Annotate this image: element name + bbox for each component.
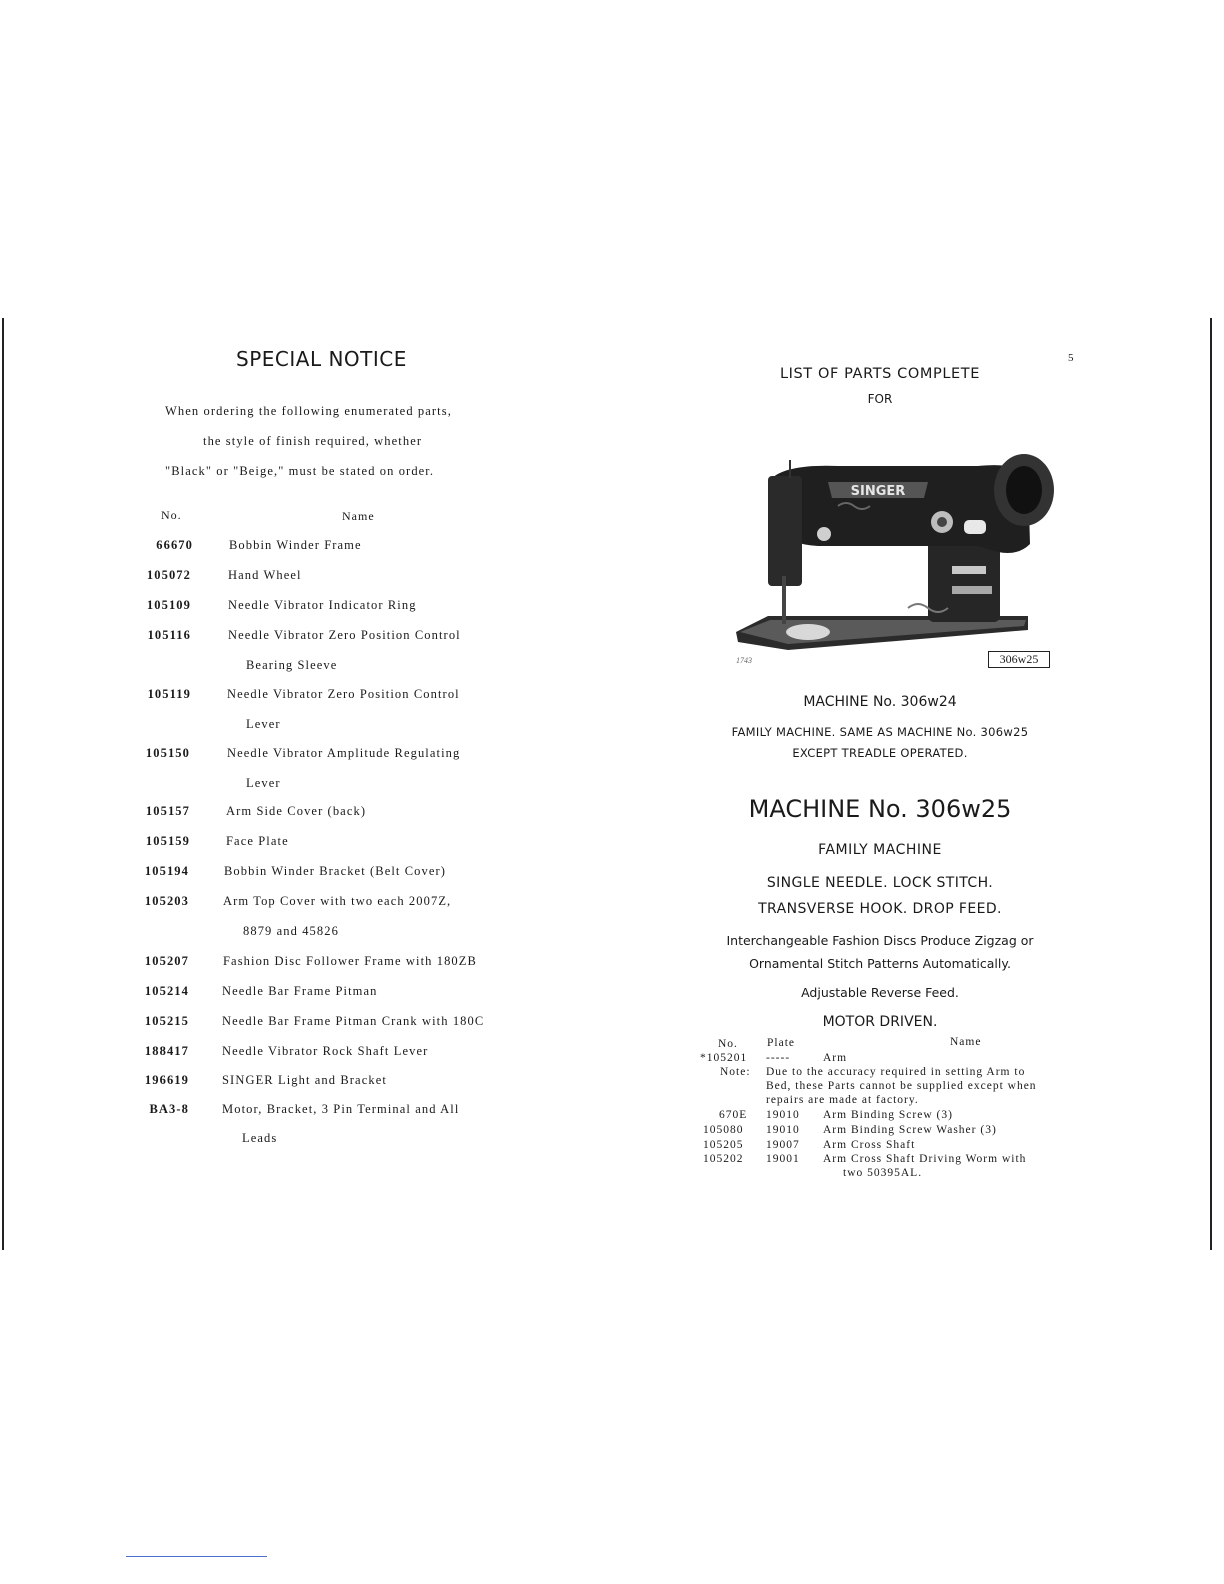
brand-decal: SINGER (850, 484, 906, 499)
machine-306w25-line-6: MOTOR DRIVEN. (822, 1014, 938, 1030)
notice-line-2: the style of finish required, whether (203, 434, 423, 448)
part-number: 105203 (144, 894, 189, 908)
part-name-continued: Leads (242, 1131, 278, 1145)
part-number: 105159 (145, 834, 190, 848)
part-name: Hand Wheel (228, 568, 302, 582)
table-note-line-1: Due to the accuracy required in setting Arm to (766, 1066, 1026, 1078)
notice-line-3: "Black" or "Beige," must be stated on order. (165, 464, 435, 478)
part-name: Needle Vibrator Rock Shaft Lever (222, 1044, 429, 1058)
figure-number: 1743 (736, 656, 752, 665)
notice-line-1: When ordering the following enumerated parts, (165, 404, 452, 418)
part-number: 105194 (144, 864, 189, 878)
table-note-label: Note: (720, 1066, 751, 1078)
machine-306w24-line-1: FAMILY MACHINE. SAME AS MACHINE No. 306w25 (731, 725, 1029, 739)
part-number: 105116 (147, 628, 191, 642)
table-cell-plate: 19010 (766, 1124, 800, 1136)
table-cell-plate: 19010 (766, 1109, 800, 1121)
part-name: Needle Vibrator Amplitude Regulating (227, 746, 461, 760)
page-edge-left (2, 318, 4, 1250)
list-heading: LIST OF PARTS COMPLETE (779, 366, 981, 382)
part-name: Fashion Disc Follower Frame with 180ZB (223, 954, 477, 968)
part-number: 105109 (146, 598, 191, 612)
table-cell-name: Arm Binding Screw Washer (3) (823, 1124, 997, 1136)
part-name: Needle Vibrator Zero Position Control (228, 628, 461, 642)
part-name-continued: 8879 and 45826 (243, 924, 339, 938)
machine-306w25-line-3: Interchangeable Fashion Discs Produce Zigzag or (726, 933, 1034, 948)
part-number: 105072 (146, 568, 191, 582)
list-heading-for: FOR (867, 392, 893, 406)
part-name-continued: Bearing Sleeve (246, 658, 338, 672)
page-number: 5 (1068, 352, 1074, 364)
machine-306w24-line-2: EXCEPT TREADLE OPERATED. (792, 746, 968, 760)
part-name: Needle Vibrator Zero Position Control (227, 687, 460, 701)
table-cell-plate: ----- (766, 1052, 791, 1064)
machine-306w25-line-2: TRANSVERSE HOOK. DROP FEED. (758, 901, 1002, 917)
part-number: 105157 (145, 804, 190, 818)
part-name: Bobbin Winder Bracket (Belt Cover) (224, 864, 447, 878)
part-name: Needle Bar Frame Pitman (222, 984, 378, 998)
table-cell-name: Arm Binding Screw (3) (823, 1109, 953, 1121)
table-cell-no: 105080 (703, 1124, 744, 1136)
table-cell-no: 105202 (703, 1153, 744, 1165)
table-cell-no: 670E (719, 1109, 748, 1121)
part-name: Bobbin Winder Frame (229, 538, 362, 552)
table-cell-name-continued: two 50395AL. (843, 1167, 923, 1179)
part-name: Face Plate (226, 834, 289, 848)
part-name-continued: Lever (246, 717, 281, 731)
table-header-plate: Plate (767, 1037, 795, 1049)
part-name: Arm Side Cover (back) (226, 804, 367, 818)
part-number: BA3-8 (149, 1102, 189, 1116)
column-header-name: Name (342, 509, 375, 523)
part-number: 66670 (156, 538, 193, 552)
sewing-machine-drawing (728, 436, 1058, 672)
machine-306w25-line-5: Adjustable Reverse Feed. (801, 985, 959, 1000)
machine-306w25-line-1: SINGLE NEEDLE. LOCK STITCH. (766, 875, 994, 891)
part-number: 105150 (145, 746, 190, 760)
part-number: 105207 (144, 954, 189, 968)
part-number: 196619 (144, 1073, 189, 1087)
table-note-line-2: Bed, these Parts cannot be supplied except when (766, 1080, 1037, 1092)
part-name: Needle Vibrator Indicator Ring (228, 598, 417, 612)
table-header-no: No. (718, 1038, 738, 1050)
table-cell-name: Arm Cross Shaft (823, 1139, 916, 1151)
bottom-link-rule (126, 1556, 267, 1557)
sewing-machine-illustration (728, 436, 1058, 672)
part-number: 105215 (144, 1014, 189, 1028)
part-name: Arm Top Cover with two each 2007Z, (223, 894, 452, 908)
machine-306w24-title: MACHINE No. 306w24 (803, 694, 957, 710)
machine-306w25-line-4: Ornamental Stitch Patterns Automatically. (749, 956, 1011, 971)
model-label: 306w25 (988, 651, 1050, 668)
table-note-line-3: repairs are made at factory. (766, 1094, 919, 1106)
column-header-no: No. (161, 508, 182, 522)
table-header-name: Name (950, 1036, 982, 1048)
part-name-continued: Lever (246, 776, 281, 790)
part-name: Motor, Bracket, 3 Pin Terminal and All (222, 1102, 460, 1116)
part-number: 188417 (144, 1044, 189, 1058)
table-cell-name: Arm Cross Shaft Driving Worm with (823, 1153, 1027, 1165)
machine-306w25-subtitle: FAMILY MACHINE (818, 842, 942, 858)
table-cell-name: Arm (823, 1052, 848, 1064)
table-cell-plate: 19001 (766, 1153, 800, 1165)
part-name: SINGER Light and Bracket (222, 1073, 387, 1087)
table-cell-no: *105201 (700, 1052, 748, 1064)
machine-306w25-title: MACHINE No. 306w25 (748, 795, 1012, 823)
table-cell-plate: 19007 (766, 1139, 800, 1151)
table-cell-no: 105205 (703, 1139, 744, 1151)
special-notice-title: SPECIAL NOTICE (236, 347, 407, 371)
page-edge-right (1210, 318, 1212, 1250)
part-number: 105119 (147, 687, 191, 701)
part-name: Needle Bar Frame Pitman Crank with 180C (222, 1014, 485, 1028)
part-number: 105214 (144, 984, 189, 998)
